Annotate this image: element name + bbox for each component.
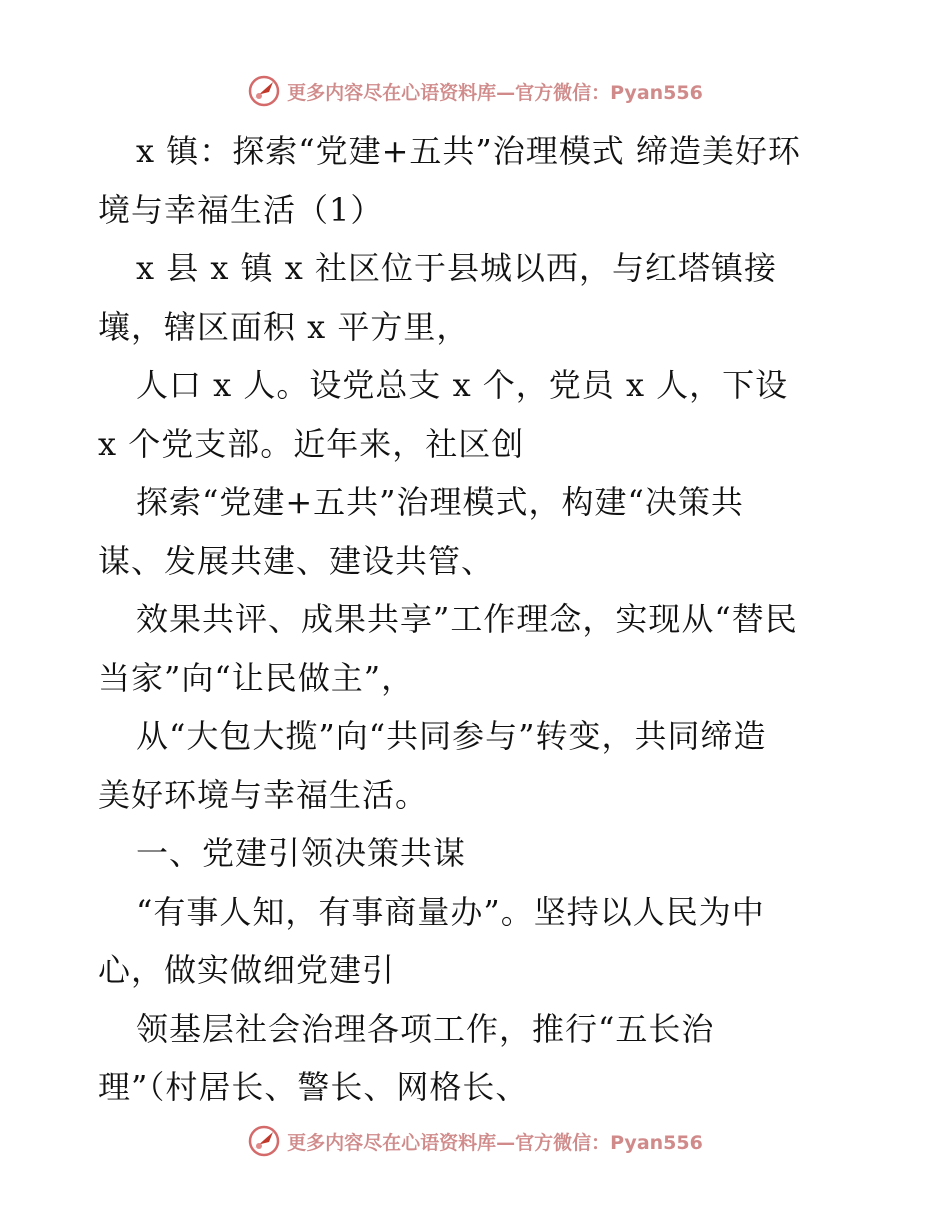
text-line: x 县 x 镇 x 社区位于县城以西，与红塔镇接 <box>136 249 778 287</box>
watermark-logo-icon <box>247 1124 281 1158</box>
text-line: “有事人知，有事商量办”。坚持以人民为中 <box>136 892 765 931</box>
text-line: 探索“党建+五共”治理模式，构建“决策共 <box>136 483 744 521</box>
text-line: x 镇：探索“党建+五共”治理模式 缔造美好环 <box>136 132 801 170</box>
document-body <box>98 122 858 1117</box>
text-line: 境与幸福生活（1） <box>98 190 384 229</box>
text-line: 心，做实做细党建引 <box>98 951 396 989</box>
text-line: 领基层社会治理各项工作，推行“五长治 <box>136 1009 715 1048</box>
text-line: 人口 x 人。设党总支 x 个，党员 x 人，下设 <box>136 366 789 404</box>
text-line: 美好环境与幸福生活。 <box>98 775 429 814</box>
watermark-logo-icon <box>247 74 281 108</box>
section-heading: 一、党建引领决策共谋 <box>136 834 467 872</box>
text-line: 效果共评、成果共享”工作理念，实现从“替民 <box>136 600 798 638</box>
footer-watermark <box>0 1124 950 1158</box>
text-line: 壤，辖区面积 x 平方里， <box>98 307 470 346</box>
text-line: 理”（村居长、警长、网格长、 <box>98 1068 529 1106</box>
text-line: x 个党支部。近年来，社区创 <box>98 424 525 463</box>
watermark-text: 更多内容尽在心语资料库—官方微信：Pyan556 <box>287 1131 703 1154</box>
watermark-text: 更多内容尽在心语资料库—官方微信：Pyan556 <box>287 81 703 104</box>
text-line: 当家”向“让民做主”， <box>98 658 415 697</box>
text-line: 从“大包大揽”向“共同参与”转变，共同缔造 <box>136 717 767 755</box>
text-line: 谋、发展共建、建设共管、 <box>98 541 495 580</box>
header-watermark <box>0 74 950 108</box>
